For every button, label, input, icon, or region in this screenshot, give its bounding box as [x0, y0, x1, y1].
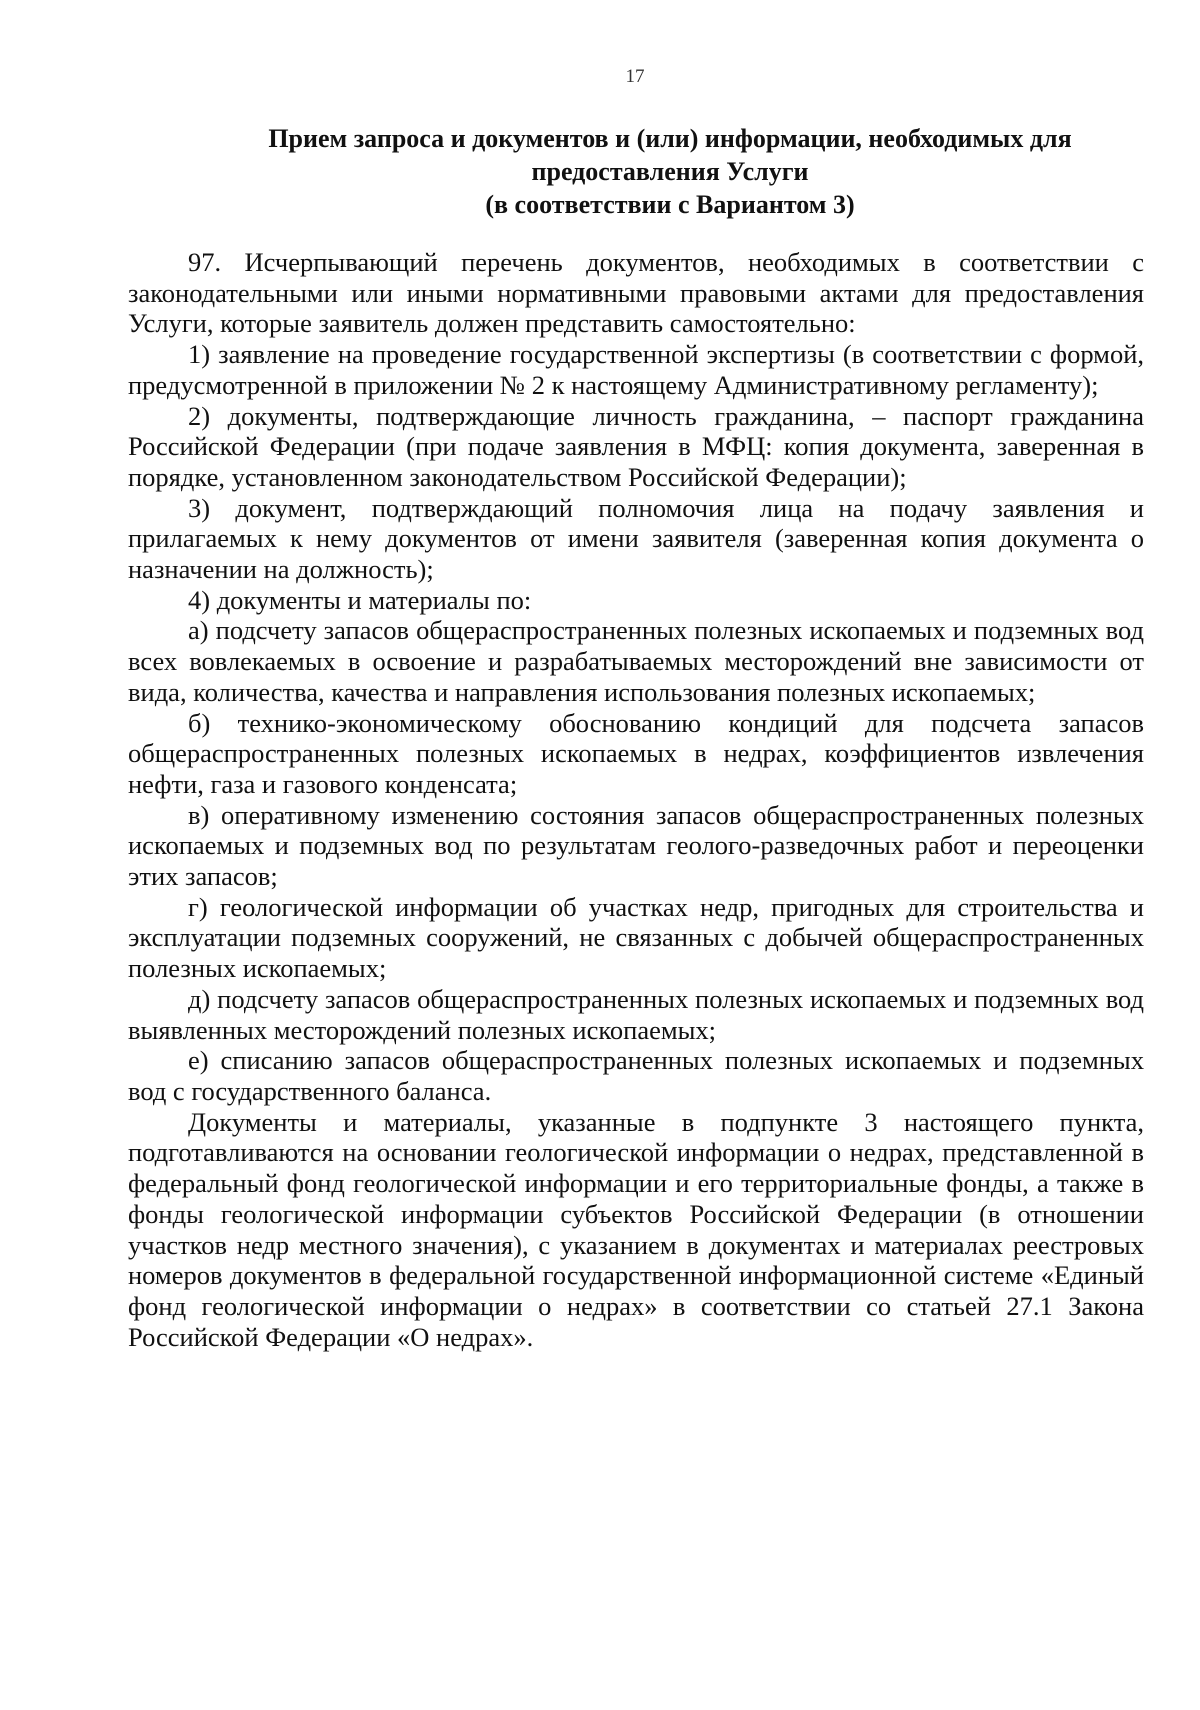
closing-paragraph: Документы и материалы, указанные в подпункте 3 настоящего пункта, подготавливаются на основании геологической информации о недрах, представленной в федеральный фонд геологической информации и его территориальные фонды, а также в фонды геологической информации субъектов Российской Федерации (в отношении участков недр местного значения), с указанием в документах и материалах реестровых номеров документов в федеральной государственной информационной системе «Единый фонд геологической информации о недрах» в соответствии со статьей 27.1 Закона Российской Федерации «О недрах».: [128, 1106, 1144, 1352]
sub-item-b: б) технико-экономическому обоснованию кондиций для подсчета запасов общераспространенных полезных ископаемых в недрах, коэффициентов извлечения нефти, газа и газового конденсата;: [128, 707, 1144, 799]
list-item-1: 1) заявление на проведение государственной экспертизы (в соответствии с формой, предусмотренной в приложении № 2 к настоящему Административному регламенту);: [128, 339, 1144, 400]
sub-item-e: е) списанию запасов общераспространенных полезных ископаемых и подземных вод с государственного баланса.: [128, 1045, 1144, 1106]
heading-line-2: предоставления Услуги: [531, 157, 809, 186]
document-body: [128, 247, 1144, 1352]
sub-item-d: д) подсчету запасов общераспространенных полезных ископаемых и подземных вод выявленных месторождений полезных ископаемых;: [128, 983, 1144, 1045]
list-item-2: 2) документы, подтверждающие личность гражданина, – паспорт гражданина Российской Федерации (при подаче заявления в МФЦ: копия документа, заверенная в порядке, установленном законодательством Российской Федерации);: [128, 400, 1144, 492]
section-heading: [200, 122, 1140, 221]
heading-line-1: Прием запроса и документов и (или) информации, необходимых для: [268, 124, 1072, 153]
page-number: 17: [625, 66, 645, 87]
heading-line-3: (в соответствии с Вариантом 3): [485, 190, 855, 219]
list-item-4: 4) документы и материалы по:: [188, 584, 532, 615]
sub-item-g: г) геологической информации об участках недр, пригодных для строительства и эксплуатации подземных сооружений, не связанных с добычей общераспространенных полезных ископаемых;: [128, 891, 1144, 984]
sub-item-v: в) оперативному изменению состояния запасов общераспространенных полезных ископаемых и подземных вод по результатам геолого-разведочных работ и переоценки этих запасов;: [128, 799, 1144, 892]
sub-item-a: а) подсчету запасов общераспространенных полезных ископаемых и подземных вод всех вовлекаемых в освоение и разрабатываемых месторождений вне зависимости от вида, количества, качества и направления использования полезных ископаемых;: [128, 615, 1144, 707]
paragraph-97-intro: 97. Исчерпывающий перечень документов, необходимых в соответствии с законодательными или иными нормативными правовыми актами для предоставления Услуги, которые заявитель должен представить самостоятельно:: [128, 247, 1144, 339]
list-item-3: 3) документ, подтверждающий полномочия лица на подачу заявления и прилагаемых к нему документов от имени заявителя (заверенная копия документа о назначении на должность);: [128, 492, 1144, 585]
